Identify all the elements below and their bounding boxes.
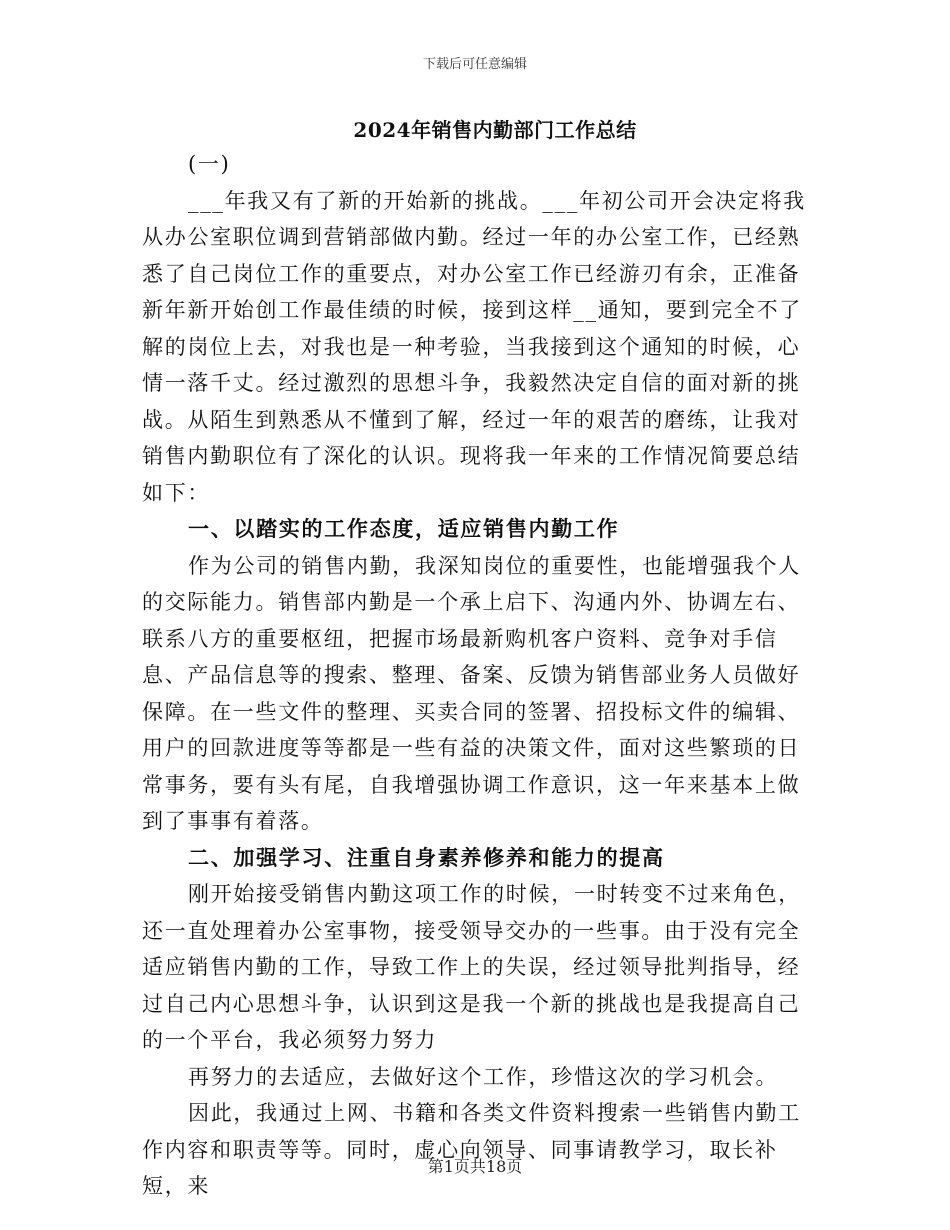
paragraph: 作为公司的销售内勤，我深知岗位的重要性，也能增强我个人的交际能力。销售部内勤是一个承上启下、沟通内外、协调左右、联系八方的重要枢纽，把握市场最新购机客户资料、竞争对手信息、产品信息等的搜索、整理、备案、反馈为销售部业务人员做好保障。在一些文件的整理、买卖合同的签署、招投标文件的编辑、用户的回款进度等等都是一些有益的决策文件，面对这些繁琐的日常事务，要有头有尾，自我增强协调工作意识，这一年来基本上做到了事事有着落。: [142, 553, 801, 833]
paragraph: 再努力的去适应，去做好这个工作，珍惜这次的学习机会。: [188, 1064, 779, 1089]
section-heading: 一、以踏实的工作态度，适应销售内勤工作: [188, 516, 620, 541]
section-marker: (一): [188, 152, 231, 176]
paragraph: 因此，我通过上网、书籍和各类文件资料搜索一些销售内勤工作内容和职责等等。同时，虚心向领导、同事请教学习，取长补短，来: [142, 1101, 801, 1198]
document-title: 2024年销售内勤部门工作总结: [353, 118, 637, 142]
paragraph: ___年我又有了新的开始新的挑战。___年初公司开会决定将我从办公室职位调到营销部做内勤。经过一年的办公室工作，已经熟悉了自己岗位工作的重要点，对办公室工作已经游刃有余，正准备新年新开始创工作最佳绩的时候，接到这样__通知，要到完全不了解的岗位上去，对我也是一种考验，当我接到这个通知的时候，心情一落千丈。经过激烈的思想斗争，我毅然决定自信的面对新的挑战。从陌生到熟悉从不懂到了解，经过一年的艰苦的磨练，让我对销售内勤职位有了深化的认识。现将我一年来的工作情况简要总结如下：: [142, 188, 806, 505]
page-number-footer: 第1页共18页: [427, 1157, 523, 1176]
header-note: 下载后可任意编辑: [422, 57, 527, 72]
section-heading: 二、加强学习、注重自身素养修养和能力的提高: [188, 844, 665, 870]
paragraph: 刚开始接受销售内勤这项工作的时候，一时转变不过来角色，还一直处理着办公室事物，接受领导交办的一些事。由于没有完全适应销售内勤的工作，导致工作上的失误，经过领导批判指导，经过自己内心思想斗争，认识到这是我一个新的挑战也是我提高自己的一个平台，我必须努力努力: [142, 882, 801, 1052]
document-body: [142, 146, 810, 1205]
